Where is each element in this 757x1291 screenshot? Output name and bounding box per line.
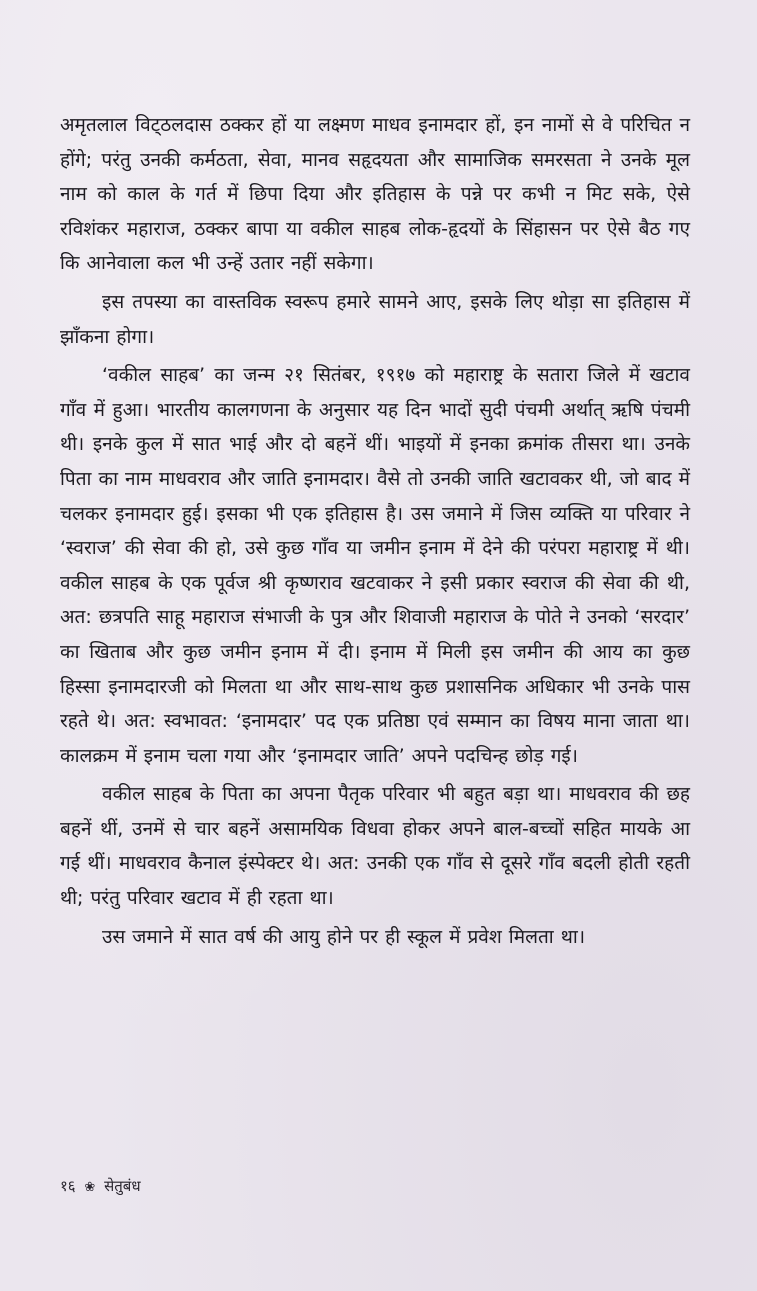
- page-number: १६: [60, 1177, 76, 1195]
- paragraph-3: ‘वकील साहब’ का जन्म २१ सितंबर, १९१७ को महाराष्ट्र के सतारा जिले में खटाव गाँव में हुआ। भारतीय कालगणना के अनुसार यह दिन भादों सुदी पंचमी अर्थात् ऋषि पंचमी थी। इनके कुल में सात भाई और दो बहनें थीं। भाइयों में इनका क्रमांक तीसरा था। उनके पिता का नाम माधवराव और जाति इनामदार। वैसे तो उनकी जाति खटावकर थी, जो बाद में चलकर इनामदार हुई। इसका भी एक इतिहास है। उस जमाने में जिस व्यक्ति या परिवार ने ‘स्वराज’ की सेवा की हो, उसे कुछ गाँव या जमीन इनाम में देने की परंपरा महाराष्ट्र में थी। वकील साहब के एक पूर्वज श्री कृष्णराव खटवाकर ने इसी प्रकार स्वराज की सेवा की थी, अत: छत्रपति साहू महाराज संभाजी के पुत्र और शिवाजी महाराज के पोते ने उनको ‘सरदार’ का खिताब और कुछ जमीन इनाम में दी। इनाम में मिली इस जमीन की आय का कुछ हिस्सा इनामदारजी को मिलता था और साथ-साथ कुछ प्रशासनिक अधिकार भी उनके पास रहते थे। अत: स्वभावत: ‘इनामदार’ पद एक प्रतिष्ठा एवं सम्मान का विषय माना जाता था। कालक्रम में इनाम चला गया और ‘इनामदार जाति’ अपने पदचिन्ह छोड़ गई।: [60, 364, 691, 767]
- paragraph-2: इस तपस्या का वास्तविक स्वरूप हमारे सामने आए, इसके लिए थोड़ा सा इतिहास में झाँकना होगा।: [60, 290, 690, 348]
- page-footer: [60, 1176, 141, 1198]
- paragraph-1: अमृतलाल विट्‌ठलदास ठक्कर हों या लक्ष्मण माधव इनामदार हों, इन नामों से वे परिचित न होंगे; परंतु उनकी कर्मठता, सेवा, मानव सहृदयता और सामाजिक समरसता ने उनके मूल नाम को काल के गर्त में छिपा दिया और इतिहास के पन्ने पर कभी न मिट सके, ऐसे रविशंकर महाराज, ठक्कर बापा या वकील साहब लोक-हृदयों के सिंहासन पर ऐसे बैठ गए कि आनेवाला कल भी उन्हें उतार नहीं सकेगा।: [60, 114, 690, 275]
- flower-ornament-icon: ❀: [84, 1180, 96, 1195]
- book-title: सेतुबंध: [104, 1177, 141, 1195]
- paragraph-4: वकील साहब के पिता का अपना पैतृक परिवार भी बहुत बड़ा था। माधवराव की छह बहनें थीं, उनमें से चार बहनें असामयिक विधवा होकर अपने बाल-बच्चों सहित मायके आ गई थीं। माधवराव कैनाल इंस्पेक्टर थे। अत: उनकी एक गाँव से दूसरे गाँव बदली होती रहती थी; परंतु परिवार खटाव में ही रहता था।: [60, 783, 690, 910]
- paragraph-5: उस जमाने में सात वर्ष की आयु होने पर ही स्कूल में प्रवेश मिलता था।: [102, 925, 586, 948]
- body-text: [60, 108, 690, 958]
